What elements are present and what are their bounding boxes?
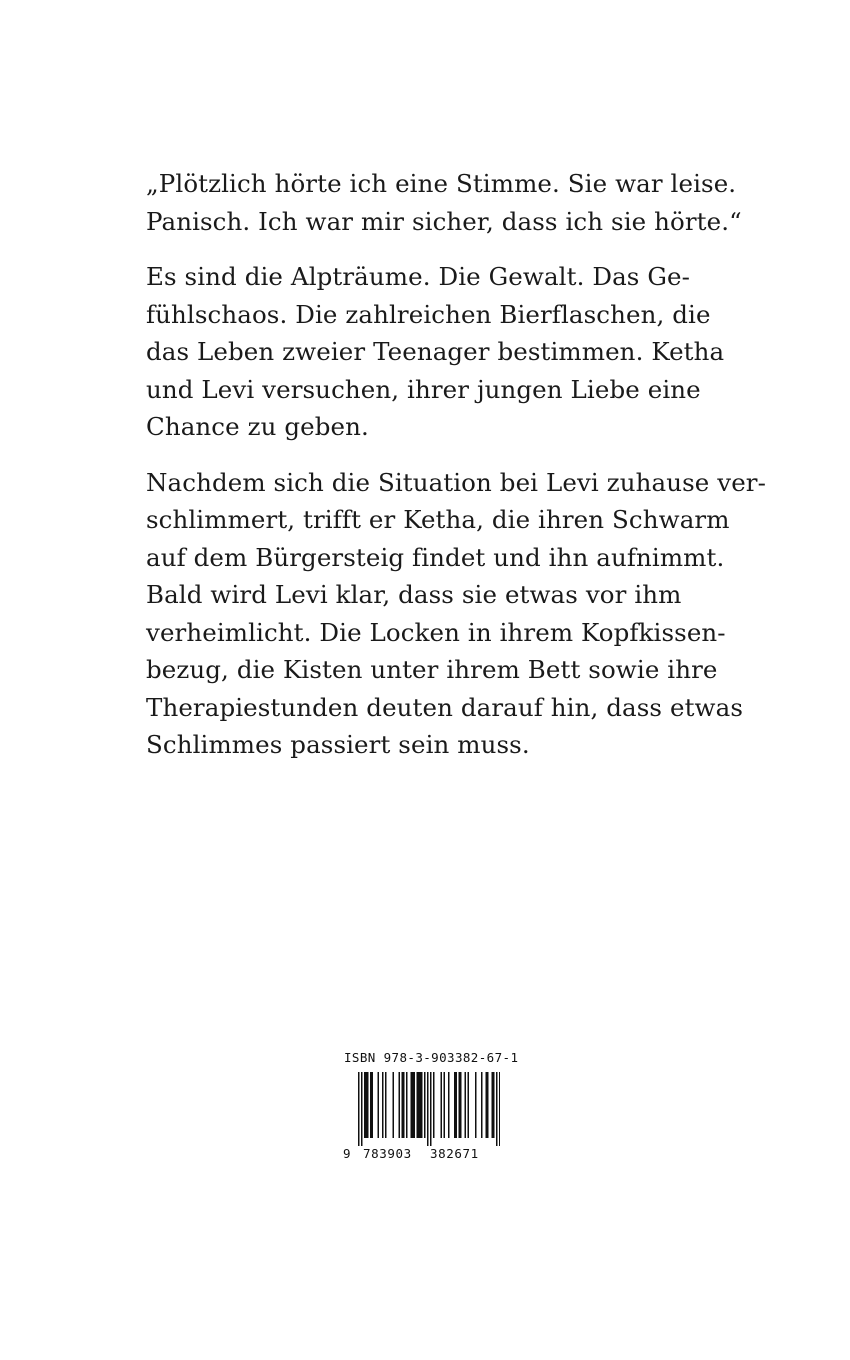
barcode-bar xyxy=(414,1072,416,1138)
back-cover-blurb xyxy=(146,165,766,782)
barcode-bar xyxy=(424,1072,426,1138)
text-line: Therapiestunden deuten darauf hin, dass etwas xyxy=(146,692,743,722)
barcode-bar xyxy=(367,1072,369,1138)
barcode-bar xyxy=(403,1072,405,1138)
barcode-bar xyxy=(406,1072,408,1138)
barcode-bar xyxy=(399,1072,401,1138)
text-line: Bald wird Levi klar, dass sie etwas vor ihm xyxy=(146,580,682,609)
barcode-bar xyxy=(487,1072,489,1138)
barcode-guard-bar xyxy=(361,1072,363,1146)
barcode-bar xyxy=(411,1072,413,1138)
barcode-bar xyxy=(364,1072,366,1138)
barcode-bar xyxy=(433,1072,435,1138)
text-line: und Levi versuchen, ihrer jungen Liebe eine xyxy=(146,374,701,404)
ean-first-digit: 9 xyxy=(343,1146,351,1161)
text-line: schlimmert, trifft er Ketha, die ihren Schwarm xyxy=(146,505,730,534)
isbn-barcode xyxy=(340,1050,519,1161)
text-line: auf dem Bürgersteig findet und ihn aufnimmt. xyxy=(146,542,725,572)
ean-left-digits: 783903 xyxy=(363,1146,412,1161)
text-line: fühlschaos. Die zahlreichen Bierflaschen, die xyxy=(146,299,711,329)
barcode-bar xyxy=(418,1072,420,1138)
barcode-bar xyxy=(454,1072,456,1138)
barcode-bar xyxy=(460,1072,462,1138)
barcode-guard-bar xyxy=(358,1072,360,1146)
barcode-bar xyxy=(420,1072,422,1138)
barcode-bar xyxy=(465,1072,467,1138)
barcode-bar xyxy=(493,1072,495,1138)
barcode-bar xyxy=(448,1072,450,1138)
barcode-bar xyxy=(417,1072,419,1138)
barcode-bar xyxy=(393,1072,395,1138)
barcode-bar xyxy=(385,1072,387,1138)
text-line: Nachdem sich die Situation bei Levi zuhause ver- xyxy=(146,467,766,497)
barcode-bar xyxy=(468,1072,470,1138)
barcode-bar xyxy=(492,1072,494,1138)
text-line: bezug, die Kisten unter ihrem Bett sowie ihre xyxy=(146,655,718,684)
barcode-bar xyxy=(486,1072,488,1138)
barcode-guard-bar xyxy=(427,1072,429,1146)
barcode-bar xyxy=(402,1072,404,1138)
isbn-label: ISBN 978-3-903382-67-1 xyxy=(344,1050,519,1065)
barcode-bar xyxy=(370,1072,372,1138)
barcode-bar xyxy=(459,1072,461,1138)
text-line: „Plötzlich hörte ich eine Stimme. Sie war leise. xyxy=(146,169,737,198)
text-line: Schlimmes passiert sein muss. xyxy=(146,730,530,759)
paragraph-one xyxy=(146,258,725,446)
barcode-bar xyxy=(372,1072,374,1138)
barcode-bar xyxy=(421,1072,423,1138)
barcode-bar xyxy=(444,1072,446,1138)
barcode-bars xyxy=(340,1072,500,1146)
text-line: Es sind die Alpträume. Die Gewalt. Das Ge- xyxy=(146,262,691,291)
text-line: Panisch. Ich war mir sicher, dass ich sie hörte.“ xyxy=(146,206,742,236)
barcode-guard-bar xyxy=(496,1072,498,1146)
ean-right-digits: 382671 xyxy=(430,1146,479,1161)
text-line: Chance zu geben. xyxy=(146,412,369,441)
opening-quote xyxy=(146,165,742,240)
barcode-guard-bar xyxy=(499,1072,500,1146)
barcode-bar xyxy=(382,1072,384,1138)
barcode-guard-bar xyxy=(430,1072,432,1146)
barcode-bar xyxy=(481,1072,483,1138)
barcode-bar xyxy=(441,1072,443,1138)
barcode-bar xyxy=(378,1072,380,1138)
barcode-bar xyxy=(412,1072,414,1138)
paragraph-two xyxy=(146,464,766,764)
text-line: verheimlicht. Die Locken in ihrem Kopfkissen- xyxy=(146,617,726,647)
barcode-bar xyxy=(366,1072,368,1138)
barcode-bar xyxy=(456,1072,458,1138)
barcode-bar xyxy=(475,1072,477,1138)
text-line: das Leben zweier Teenager bestimmen. Ketha xyxy=(146,337,725,366)
